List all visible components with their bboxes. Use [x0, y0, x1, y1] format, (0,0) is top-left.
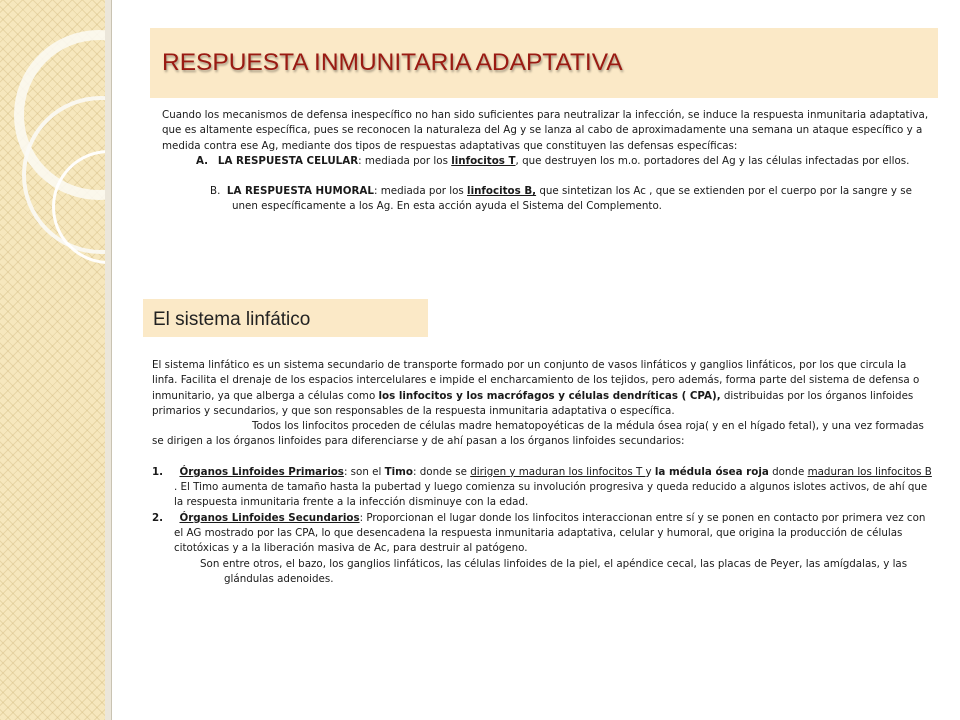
humoral-response-text-end: que sintetizan los Ac , que se extienden por el cuerpo por la sangre y se unen específicamente a los Ag. En esta acción ayuda el Sistema del Complemento. — [232, 185, 912, 213]
item-text: : son el — [343, 465, 385, 478]
cellular-response-item — [162, 154, 932, 169]
side-band-divider — [111, 0, 112, 720]
decorative-side-band — [0, 0, 105, 720]
secondary-organs-title: Órganos Linfoides Secundarios — [179, 511, 360, 524]
lymphatic-paragraph-1 — [152, 358, 932, 419]
item-text: : Proporcionan el lugar donde los linfocitos interaccionan entre sí y se ponen en contacto por primera vez con el AG mostrado por las CPA, lo que desencadena la respuesta inmunitaria adaptativa, celular y humoral, que origina la producción de células citotóxicas y a la liberación masiva de Ac, para destruir al patógeno. — [174, 511, 926, 555]
intro-block — [162, 108, 932, 215]
cellular-response-title: LA RESPUESTA CELULAR — [217, 154, 359, 167]
item-marker: A. — [196, 154, 209, 167]
lymphatic-paragraph-2: Todos los linfocitos proceden de células madre hematopoyéticas de la médula ósea roja( y en el hígado fetal), y una vez formadas se dirigen a los órganos linfoides para diferenciarse y de ahí pasan a los órganos linfoides secundarios: — [152, 420, 924, 448]
item-text: donde — [768, 465, 808, 478]
bone-marrow-term: la médula ósea roja — [654, 465, 769, 478]
item-text: . El Timo aumenta de tamaño hasta la pubertad y luego comienza su involución progresiva y queda reducido a algunos islotes activos, de ahí que la respuesta inmunitaria frente a la infección disminuye con la edad. — [174, 481, 928, 509]
paragraph-text-end: distribuidas por los órganos linfoides primarios y secundarios, y que son responsables de la respuesta inmunitaria adaptativa o específica. — [152, 389, 914, 417]
b-cell-maturation-text: maduran los linfocitos B — [807, 465, 932, 478]
closing-paragraph: Son entre otros, el bazo, los ganglios linfáticos, las células linfoides de la piel, el apéndice cecal, las placas de Peyer, las amígdalas, y las glándulas adenoides. — [200, 557, 908, 585]
humoral-response-text: : mediada por los — [373, 185, 468, 198]
slide-title: RESPUESTA INMUNITARIA ADAPTATIVA — [162, 49, 623, 76]
lymphocytes-b-term: linfocitos B, — [467, 185, 537, 198]
cellular-response-text: : mediada por los — [358, 154, 452, 167]
humoral-response-item — [162, 184, 932, 215]
immune-cells-term: los linfocitos y los macrófagos y células dendríticas ( CPA), — [378, 389, 721, 402]
lymphatic-system-block — [152, 358, 932, 587]
thymus-term: Timo — [384, 465, 413, 478]
section-title: El sistema linfático — [153, 309, 311, 330]
item-text: : donde se — [412, 465, 471, 478]
lymphocytes-t-term: linfocitos T — [451, 154, 516, 167]
secondary-organs-item — [152, 511, 932, 557]
item-text: y — [645, 465, 655, 478]
primary-organs-title: Órganos Linfoides Primarios — [179, 465, 344, 478]
item-marker: B. — [210, 185, 221, 198]
list-number: 1. — [152, 465, 164, 478]
primary-organs-item — [152, 465, 932, 511]
humoral-response-title: LA RESPUESTA HUMORAL — [226, 185, 374, 198]
intro-paragraph: Cuando los mecanismos de defensa inespecífico no han sido suficientes para neutralizar la infección, se induce la respuesta inmunitaria adaptativa, que es altamente específica, pues se reconocen la naturaleza del Ag y se lanza al cabo de aproximadamente una semana un ataque específico y a medida contra ese Ag, mediante dos tipos de respuestas adaptativas que constituyen las defensas específicas: — [162, 109, 929, 152]
paragraph-text: El sistema linfático es un sistema secundario de transporte formado por un conjunto de vasos linfáticos y ganglios linfáticos, por los que circula la linfa. Facilita el drenaje de los espacios intercelulares e impide el encharcamiento de los tejidos, pero además, forma parte del sistema de defensa o inmunitario, ya que alberga a células como — [152, 359, 920, 402]
t-cell-maturation-text: dirigen y maduran los linfocitos T — [470, 465, 646, 478]
cellular-response-text-end: , que destruyen los m.o. portadores del Ag y las células infectadas por ellos. — [515, 154, 910, 167]
list-number: 2. — [152, 511, 164, 524]
